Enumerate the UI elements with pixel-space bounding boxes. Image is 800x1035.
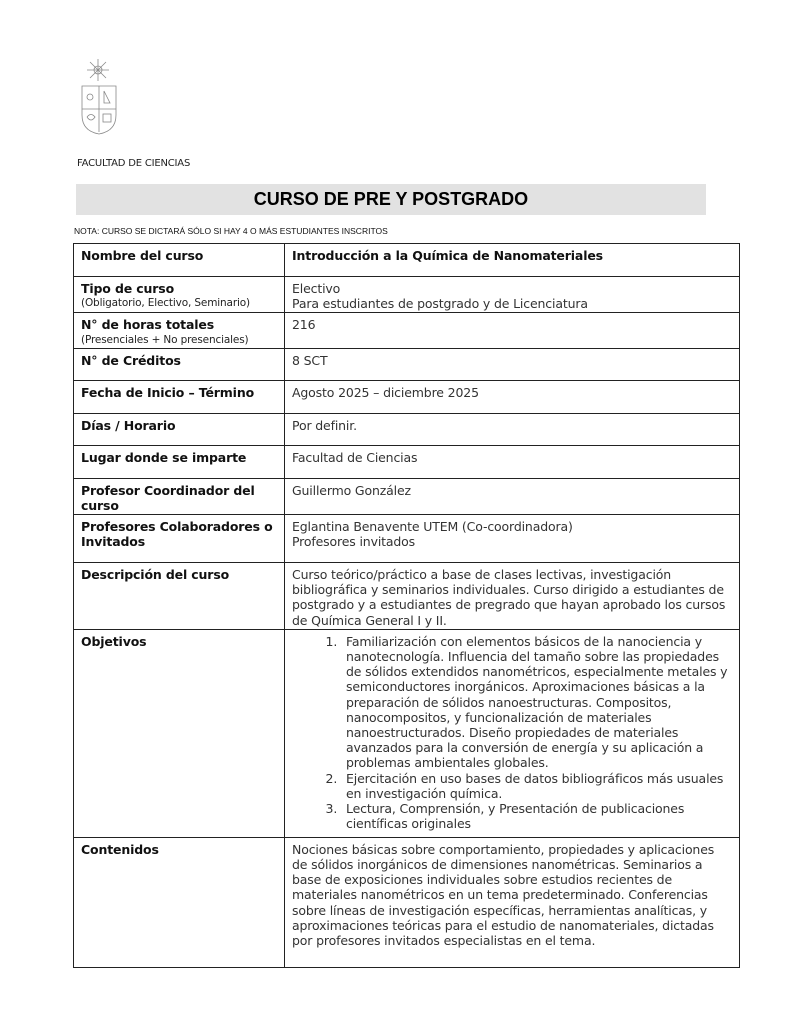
row-dias <box>74 413 740 445</box>
row-nombre <box>74 244 740 277</box>
page-title-bar <box>76 184 706 215</box>
label-profesor: Profesor Coordinador del curso <box>74 478 285 514</box>
label-nombre: Nombre del curso <box>74 244 285 277</box>
value-tipo <box>285 277 740 313</box>
label-lugar: Lugar donde se imparte <box>74 445 285 478</box>
row-horas <box>74 313 740 348</box>
value-colaboradores <box>285 515 740 563</box>
label-descripcion: Descripción del curso <box>74 563 285 630</box>
value-contenidos: Nociones básicas sobre comportamiento, propiedades y aplicaciones de sólidos inorgánicos de dimensiones nanométricas. Seminarios a base de exposiciones individuales sobre estudios recientes de materiales nanométricos en un tema predeterminado. Conferencias sobre líneas de investigación específicas, herramientas analíticas, y aproximaciones teóricas para el estudio de nanomateriales, dictadas por profesores invitados especialistas en el tema. <box>285 837 740 967</box>
label-fecha: Fecha de Inicio – Término <box>74 380 285 413</box>
list-item: 2. Ejercitación en uso bases de datos bibliográficos más usuales en investigación química. <box>341 771 733 801</box>
label-horas <box>74 313 285 348</box>
value-colaboradores-line2: Profesores invitados <box>292 534 416 550</box>
row-tipo <box>74 277 740 313</box>
label-tipo <box>74 277 285 313</box>
label-dias: Días / Horario <box>74 413 285 445</box>
value-descripcion: Curso teórico/práctico a base de clases lectivas, investigación bibliográfica y seminarios individuales. Curso dirigido a estudiantes de postgrado y a estudiantes de pregrado que hayan aprobado los cursos de Química General I y II. <box>285 563 740 630</box>
value-lugar: Facultad de Ciencias <box>285 445 740 478</box>
label-objetivos: Objetivos <box>74 629 285 837</box>
value-profesor: Guillermo González <box>285 478 740 514</box>
value-tipo-line1: Electivo <box>292 281 341 296</box>
value-nombre: Introducción a la Química de Nanomateriales <box>285 244 740 277</box>
value-fecha: Agosto 2025 – diciembre 2025 <box>285 380 740 413</box>
course-table <box>73 243 740 968</box>
label-horas-sub: (Presenciales + No presenciales) <box>81 333 249 346</box>
label-tipo-sub: (Obligatorio, Electivo, Seminario) <box>81 297 250 310</box>
list-item: 1. Familiarización con elementos básicos de la nanociencia y nanotecnología. Influencia del tamaño sobre las propiedades de sólidos extendidos nanométricos, especialmente metales y semiconductores inorgánicos. Aproximaciones básicas a la preparación de sólidos nanoestructuras. Compositos, nanocompositos, y funcionalización de materiales nanoestructurados. Diseño propiedades de materiales avanzados para la conversión de energía y su aplicación a problemas ambientales globales. <box>341 634 733 771</box>
value-horas: 216 <box>285 313 740 348</box>
row-descripcion <box>74 563 740 630</box>
page-title: CURSO DE PRE Y POSTGRADO <box>253 189 529 209</box>
value-creditos: 8 SCT <box>285 348 740 380</box>
label-colaboradores: Profesores Colaboradores o Invitados <box>74 515 285 563</box>
faculty-name: FACULTAD DE CIENCIAS <box>77 158 191 169</box>
list-item: 3. Lectura, Comprensión, y Presentación de publicaciones científicas originales <box>341 801 733 831</box>
label-tipo-text: Tipo de curso <box>81 281 175 296</box>
label-creditos: N° de Créditos <box>74 348 285 380</box>
row-contenidos <box>74 837 740 967</box>
enrollment-note: NOTA: CURSO SE DICTARÁ SÓLO SI HAY 4 O MÁS ESTUDIANTES INSCRITOS <box>74 226 388 236</box>
row-profesor <box>74 478 740 514</box>
row-objetivos <box>74 629 740 837</box>
row-colaboradores <box>74 515 740 563</box>
row-lugar <box>74 445 740 478</box>
label-horas-text: N° de horas totales <box>81 317 215 333</box>
objectives-list <box>292 634 733 832</box>
value-colaboradores-line1: Eglantina Benavente UTEM (Co-coordinadora) <box>292 519 573 535</box>
row-fecha <box>74 380 740 413</box>
university-seal-icon <box>80 57 120 135</box>
row-creditos <box>74 348 740 380</box>
value-tipo-line2: Para estudiantes de postgrado y de Licenciatura <box>292 296 588 312</box>
value-dias: Por definir. <box>285 413 740 445</box>
value-objetivos <box>285 629 740 837</box>
label-contenidos: Contenidos <box>74 837 285 967</box>
